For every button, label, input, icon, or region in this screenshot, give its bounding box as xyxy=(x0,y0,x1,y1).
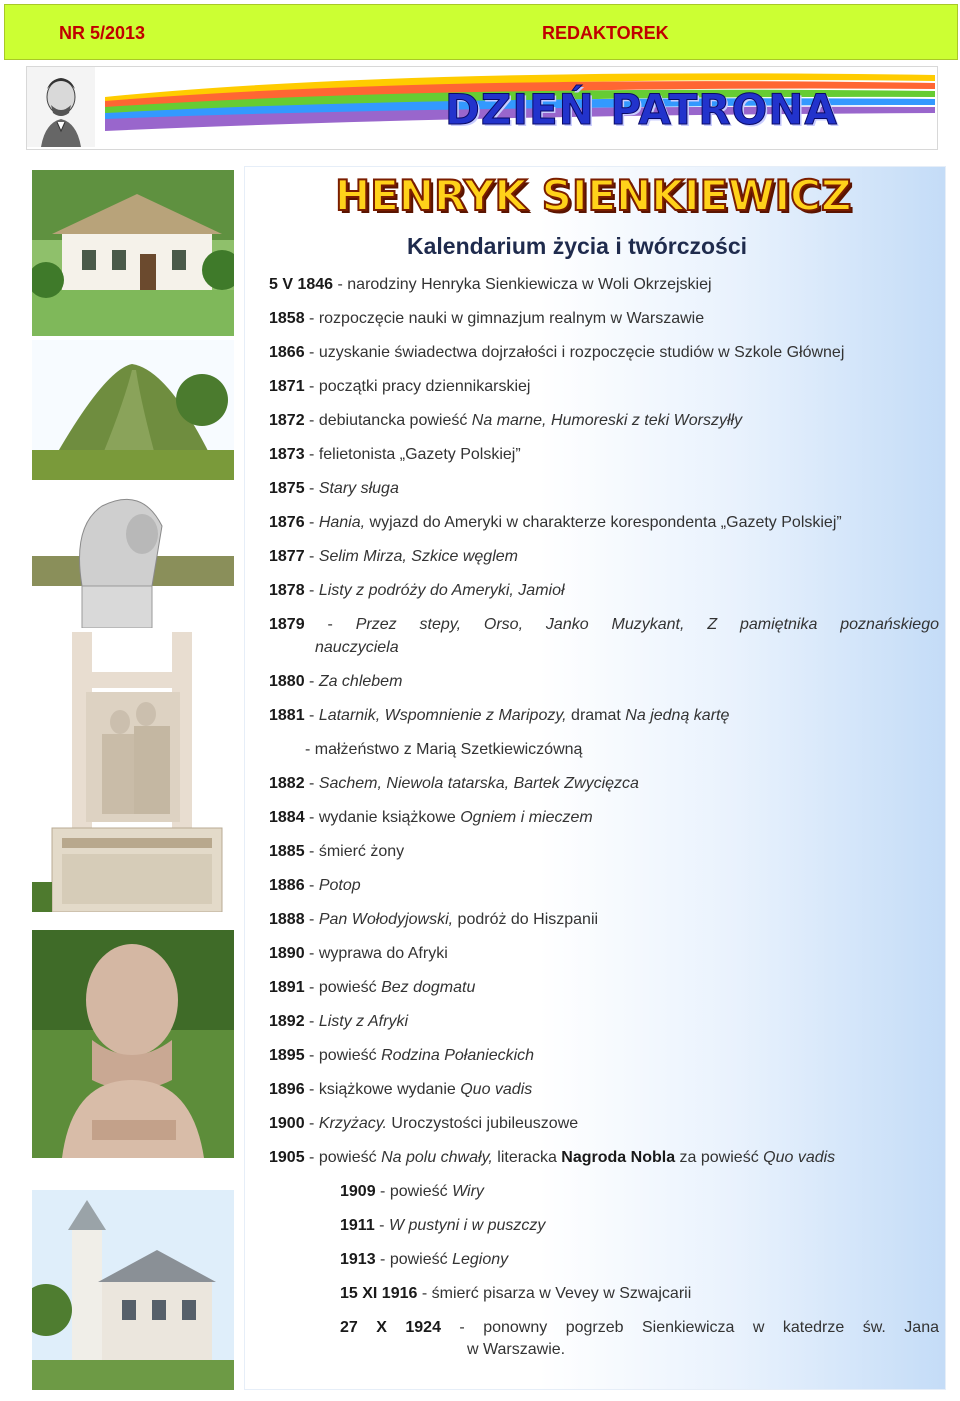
entry-year: 1896 xyxy=(269,1081,305,1098)
entry-1881 xyxy=(269,705,729,727)
entry-text: - śmierć pisarza w Vevey w Szwajcarii xyxy=(417,1285,692,1302)
work-title: Wiry xyxy=(452,1183,484,1200)
entry-1890 xyxy=(269,943,448,965)
entry-1909 xyxy=(340,1181,484,1203)
work-title: Krzyżacy. xyxy=(318,1115,387,1132)
entry-year: 1872 xyxy=(269,412,305,429)
entry-text: podróż do Hiszpanii xyxy=(453,911,599,928)
entry-1879-continued xyxy=(315,637,399,659)
entry-text: - xyxy=(304,514,319,531)
entry-text: - narodziny Henryka Sienkiewicza w Woli Okrzejskiej xyxy=(333,276,712,293)
work-title: Rodzina Połanieckich xyxy=(381,1047,535,1064)
entry-text: - powieść xyxy=(375,1183,453,1200)
entry-year: 1884 xyxy=(269,809,305,826)
entry-1881-marriage xyxy=(305,739,582,761)
entry-year: 1878 xyxy=(269,582,305,599)
work-title: Bez dogmatu xyxy=(381,979,476,996)
entry-1846 xyxy=(269,274,712,296)
entry-text: - wyprawa do Afryki xyxy=(304,945,448,962)
nobel-prize: Nagroda Nobla xyxy=(561,1149,676,1166)
entry-1882 xyxy=(269,773,639,795)
entry-1858 xyxy=(269,308,704,330)
entry-1886 xyxy=(269,875,361,897)
article xyxy=(244,166,946,1390)
header-bar xyxy=(4,4,958,60)
entry-year: 1873 xyxy=(269,446,305,463)
entry-year: 1885 xyxy=(269,843,305,860)
entry-year: 1911 xyxy=(340,1217,375,1234)
entry-text: - xyxy=(304,1013,319,1030)
entry-1871 xyxy=(269,376,530,398)
entry-text: - ponowny pogrzeb Sienkiewicza w katedrze św. Jana xyxy=(440,1319,939,1336)
entry-text: - powieść xyxy=(375,1251,453,1268)
monument-photo xyxy=(32,632,234,912)
entry-1876 xyxy=(269,512,842,534)
entry-year: 1909 xyxy=(340,1183,376,1200)
entry-year: 1890 xyxy=(269,945,305,962)
work-title: Przez stepy, Orso, Janko Muzykant, Z pamiętnika poznańskiego xyxy=(355,616,939,633)
work-title: Listy z Afryki xyxy=(318,1013,409,1030)
work-title: Latarnik, Wspomnienie z Maripozy, xyxy=(318,707,567,724)
entry-year: 1913 xyxy=(340,1251,376,1268)
entry-1885 xyxy=(269,841,404,863)
work-title: Listy z podróży do Ameryki, Jamioł xyxy=(318,582,565,599)
work-title: Za chlebem xyxy=(318,673,403,690)
entry-text: - wydanie książkowe xyxy=(304,809,461,826)
entry-text: - debiutancka powieść xyxy=(304,412,472,429)
entry-1924-continued xyxy=(467,1339,565,1361)
entry-text: - xyxy=(304,775,319,792)
entry-year: 1866 xyxy=(269,344,305,361)
work-title: Hania, xyxy=(318,514,366,531)
photo-column xyxy=(28,162,238,1390)
entry-1895 xyxy=(269,1045,534,1067)
entry-year: 1877 xyxy=(269,548,305,565)
entry-text: - uzyskanie świadectwa dojrzałości i rozpoczęcie studiów w Szkole Głównej xyxy=(304,344,845,361)
entry-text: - książkowe wydanie xyxy=(304,1081,461,1098)
work-title: Legiony xyxy=(452,1251,509,1268)
entry-1896 xyxy=(269,1079,532,1101)
work-title: Na marne, Humoreski z teki Worszyłły xyxy=(471,412,743,429)
entry-year: 1892 xyxy=(269,1013,305,1030)
patron-name: HENRYK SIENKIEWICZ xyxy=(335,171,852,220)
work-title: Pan Wołodyjowski, xyxy=(318,911,454,928)
entry-year: 1895 xyxy=(269,1047,305,1064)
work-title: Quo vadis xyxy=(460,1081,533,1098)
entry-year: 1858 xyxy=(269,310,305,327)
entry-1866 xyxy=(269,342,844,364)
entry-text: - xyxy=(374,1217,389,1234)
entry-1878 xyxy=(269,580,565,602)
entry-text: - xyxy=(304,911,319,928)
entry-text: Uroczystości jubileuszowe xyxy=(386,1115,579,1132)
palace-photo xyxy=(32,1190,234,1390)
entry-text: - xyxy=(304,582,319,599)
work-title: nauczyciela xyxy=(315,639,399,656)
work-title: Potop xyxy=(318,877,361,894)
banner xyxy=(26,66,938,150)
entry-1880 xyxy=(269,671,402,693)
entry-text: - xyxy=(304,673,319,690)
work-title: Sachem, Niewola tatarska, Bartek Zwycięzca xyxy=(318,775,639,792)
entry-year: 5 V 1846 xyxy=(269,276,334,293)
mound-photo xyxy=(32,340,234,480)
entry-text: - xyxy=(304,707,319,724)
portrait-sketch xyxy=(27,67,95,147)
entry-1905 xyxy=(269,1147,835,1169)
entry-1884 xyxy=(269,807,593,829)
entry-text: - xyxy=(304,877,319,894)
entry-year: 1900 xyxy=(269,1115,305,1132)
entry-text: - xyxy=(304,480,319,497)
calendar-title: Kalendarium życia i twórczości xyxy=(407,233,748,259)
work-title: Selim Mirza, Szkice węglem xyxy=(318,548,518,565)
work-title: Na jedną kartę xyxy=(625,707,730,724)
entry-year: 1891 xyxy=(269,979,305,996)
entry-1875 xyxy=(269,478,399,500)
entry-1913 xyxy=(340,1249,508,1271)
sculpture-photo xyxy=(32,486,234,628)
entry-year: 1879 xyxy=(269,616,305,633)
entry-year: 1905 xyxy=(269,1149,305,1166)
entry-text: - śmierć żony xyxy=(304,843,405,860)
entry-1916 xyxy=(340,1283,691,1305)
entry-1900 xyxy=(269,1113,578,1135)
entry-text: - felietonista „Gazety Polskiej” xyxy=(304,446,521,463)
entry-year: 1871 xyxy=(269,378,305,395)
entry-text: - małżeństwo z Marią Szetkiewiczówną xyxy=(305,741,583,758)
entry-text: wyjazd do Ameryki w charakterze korespondenta „Gazety Polskiej” xyxy=(365,514,842,531)
entry-text: - rozpoczęcie nauki w gimnazjum realnym w Warszawie xyxy=(304,310,705,327)
entry-year: 1880 xyxy=(269,673,305,690)
entry-text: literacka xyxy=(492,1149,562,1166)
entry-1924 xyxy=(340,1317,939,1339)
work-title: Stary sługa xyxy=(318,480,399,497)
entry-year: 15 XI 1916 xyxy=(340,1285,418,1302)
manor-house-photo xyxy=(32,170,234,336)
entry-1873 xyxy=(269,444,521,466)
entry-text: - powieść xyxy=(304,1149,382,1166)
entry-1872 xyxy=(269,410,742,432)
entry-text: - powieść xyxy=(304,1047,382,1064)
entry-year: 27 X 1924 xyxy=(340,1319,441,1336)
work-title: Ogniem i mieczem xyxy=(460,809,593,826)
entry-1892 xyxy=(269,1011,408,1033)
entry-text: dramat xyxy=(566,707,626,724)
banner-title: DZIEŃ PATRONA xyxy=(445,85,838,134)
work-title: Na polu chwały, xyxy=(381,1149,493,1166)
entry-1911 xyxy=(340,1215,545,1237)
entry-text: - początki pracy dziennikarskiej xyxy=(304,378,531,395)
entry-year: 1888 xyxy=(269,911,305,928)
entry-text: - xyxy=(304,616,356,633)
entry-year: 1882 xyxy=(269,775,305,792)
entry-1891 xyxy=(269,977,475,999)
issue-number: NR 5/2013 xyxy=(59,23,146,43)
entry-year: 1886 xyxy=(269,877,305,894)
entry-text: - xyxy=(304,1115,319,1132)
entry-text: - powieść xyxy=(304,979,382,996)
bust-photo xyxy=(32,930,234,1158)
entry-1888 xyxy=(269,909,598,931)
entry-1879 xyxy=(269,614,939,636)
work-title: W pustyni i w puszczy xyxy=(388,1217,546,1234)
entry-text: - xyxy=(304,548,319,565)
section-name: REDAKTOREK xyxy=(542,23,669,43)
entry-text: w Warszawie. xyxy=(467,1341,566,1358)
entry-1877 xyxy=(269,546,518,568)
entry-year: 1881 xyxy=(269,707,305,724)
entry-text: za powieść xyxy=(675,1149,764,1166)
entry-year: 1876 xyxy=(269,514,305,531)
work-title: Quo vadis xyxy=(763,1149,836,1166)
entry-year: 1875 xyxy=(269,480,305,497)
